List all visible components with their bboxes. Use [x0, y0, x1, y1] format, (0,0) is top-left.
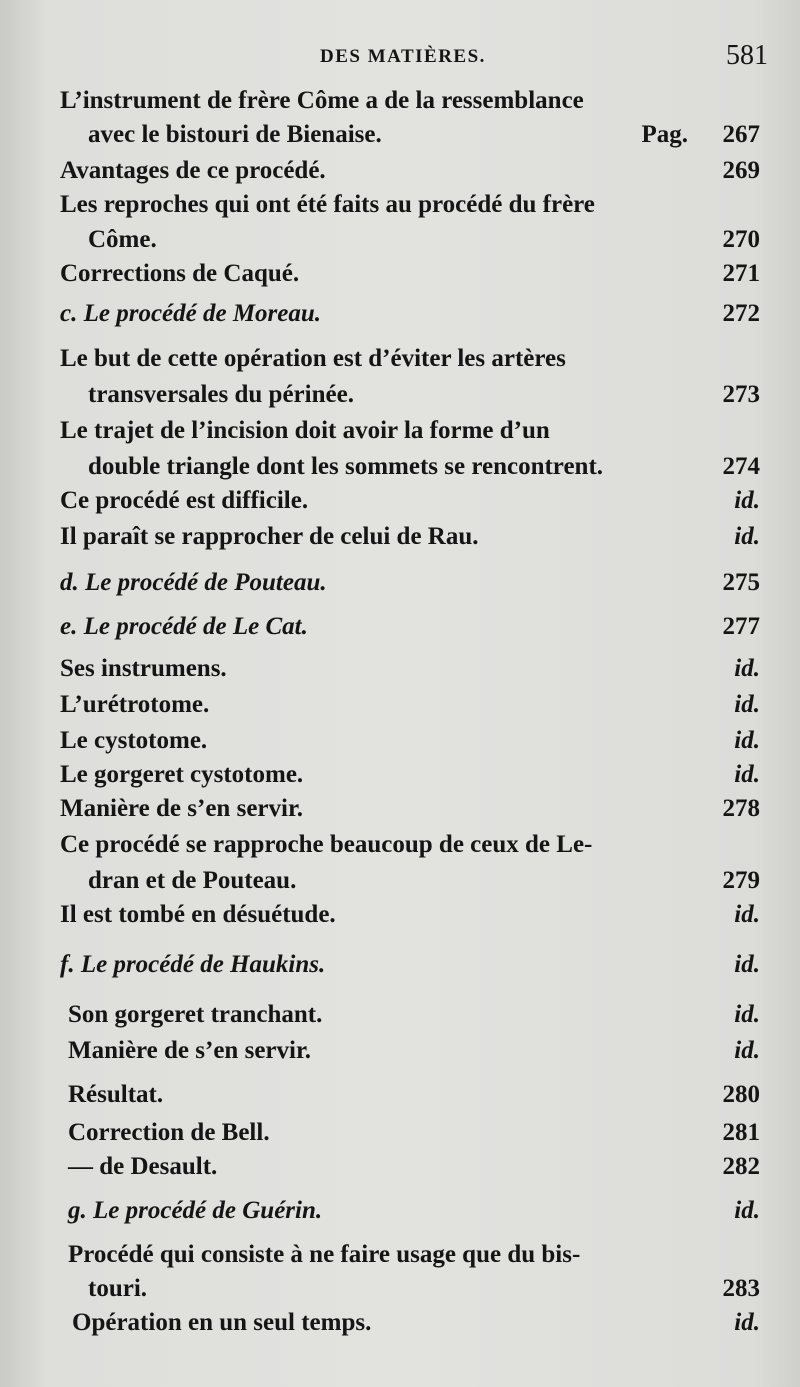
entry-text: d. Le procédé de Pouteau. — [60, 569, 327, 596]
entry-text: g. Le procédé de Guérin. — [68, 1197, 323, 1224]
entry-text: Le but de cette opération est d’éviter les artères — [60, 345, 566, 372]
entry-page: 283 — [722, 1275, 760, 1302]
entry-text: — de Desault. — [68, 1153, 218, 1180]
entry-text: Ce procédé se rapproche beaucoup de ceux de Le- — [60, 831, 593, 858]
entry-page: id. — [734, 1001, 760, 1028]
entry-page: 273 — [722, 381, 760, 408]
entry-text: Avantages de ce procédé. — [60, 157, 326, 184]
entry-text: e. Le procédé de Le Cat. — [60, 613, 308, 640]
entry-page: 272 — [722, 300, 760, 327]
running-head — [0, 40, 800, 74]
entry-page: id. — [734, 691, 760, 718]
entry-page: 278 — [722, 795, 760, 822]
page-abbreviation: Pag. — [641, 121, 688, 148]
entry-text: Son gorgeret tranchant. — [68, 1001, 323, 1028]
entry-page: id. — [734, 1309, 760, 1336]
entry-text: Ses instrumens. — [60, 655, 227, 682]
entry-text: Procédé qui consiste à ne faire usage que du bis- — [68, 1241, 581, 1268]
entry-page: id. — [734, 1197, 760, 1224]
entry-text: Le gorgeret cystotome. — [60, 761, 304, 788]
entry-text-continued: dran et de Pouteau. — [88, 867, 297, 894]
entry-text: Corrections de Caqué. — [60, 260, 300, 287]
entry-page: 267 — [722, 121, 760, 148]
entry-page: 275 — [722, 569, 760, 596]
entry-page: 271 — [722, 260, 760, 287]
entry-page: id. — [734, 655, 760, 682]
entry-text-continued: Côme. — [88, 226, 157, 253]
entry-text: L’instrument de frère Côme a de la ressemblance — [60, 87, 584, 114]
entry-page: 282 — [722, 1153, 760, 1180]
entry-text: L’urétrotome. — [60, 691, 210, 718]
entry-text: Correction de Bell. — [68, 1119, 270, 1146]
page-number: 581 — [726, 40, 768, 71]
entry-page: id. — [734, 1037, 760, 1064]
entry-page: 279 — [722, 867, 760, 894]
entry-page: 269 — [722, 157, 760, 184]
entry-page: id. — [734, 727, 760, 754]
entry-page: id. — [734, 523, 760, 550]
entry-text-continued: transversales du périnée. — [88, 381, 354, 408]
entry-text-continued: touri. — [88, 1275, 148, 1302]
entry-text: Les reproches qui ont été faits au procédé du frère — [60, 191, 595, 218]
entry-page: id. — [734, 901, 760, 928]
entry-page: 280 — [722, 1081, 760, 1108]
running-head-title: DES MATIÈRES. — [320, 46, 486, 67]
entry-text: Ce procédé est difficile. — [60, 487, 309, 514]
entry-text: Manière de s’en servir. — [60, 795, 304, 822]
entry-text-continued: double triangle dont les sommets se rencontrent. — [88, 453, 604, 480]
entry-text: Le cystotome. — [60, 727, 208, 754]
entry-page: 274 — [722, 453, 760, 480]
entry-text-continued: avec le bistouri de Bienaise. — [88, 121, 382, 148]
entry-text: Le trajet de l’incision doit avoir la forme d’un — [60, 417, 550, 444]
entry-text: f. Le procédé de Haukins. — [60, 951, 326, 978]
entry-page: 277 — [722, 613, 760, 640]
entry-text: Résultat. — [68, 1081, 164, 1108]
entry-text: c. Le procédé de Moreau. — [60, 300, 322, 327]
entry-text: Il paraît se rapprocher de celui de Rau. — [60, 523, 479, 550]
entry-page: id. — [734, 761, 760, 788]
entry-text: Manière de s’en servir. — [68, 1037, 312, 1064]
entry-page: id. — [734, 487, 760, 514]
entry-text: Opération en un seul temps. — [72, 1309, 372, 1336]
entry-page: 270 — [722, 226, 760, 253]
entry-page: id. — [734, 951, 760, 978]
entry-text: Il est tombé en désuétude. — [60, 901, 336, 928]
entry-page: 281 — [722, 1119, 760, 1146]
